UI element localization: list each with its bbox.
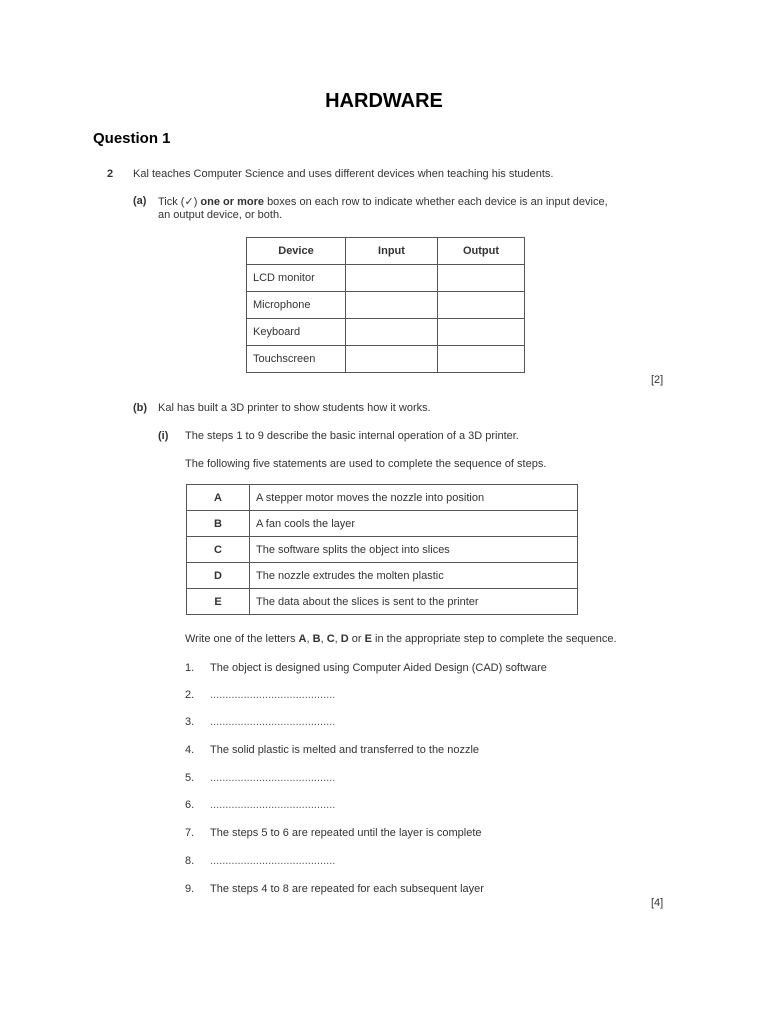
- device-table: [246, 237, 525, 373]
- statement-letter: A: [187, 485, 250, 511]
- instruction-pre: Write one of the letters: [185, 633, 296, 645]
- step-answer-line[interactable]: .........................................: [210, 799, 336, 811]
- header-device: Device: [247, 238, 346, 265]
- part-a-instruction-bold: one or more: [200, 196, 264, 208]
- device-name: Keyboard: [247, 319, 346, 346]
- step-number: 5.: [185, 772, 195, 784]
- step-number: 9.: [185, 883, 195, 895]
- input-tick-box[interactable]: [346, 265, 438, 292]
- step-number: 1.: [185, 662, 195, 674]
- statement-text: A fan cools the layer: [250, 511, 578, 537]
- step-number: 6.: [185, 799, 195, 811]
- part-b-sub-label: (i): [158, 430, 169, 442]
- step-number: 3.: [185, 716, 195, 728]
- output-tick-box[interactable]: [438, 292, 525, 319]
- statements-intro: The following five statements are used to complete the sequence of steps.: [185, 458, 547, 470]
- instruction-or: or: [351, 633, 362, 645]
- table-row: [247, 319, 525, 346]
- step-answer-line[interactable]: .........................................: [210, 772, 336, 784]
- input-tick-box[interactable]: [346, 292, 438, 319]
- output-tick-box[interactable]: [438, 319, 525, 346]
- instruction-post: in the appropriate step to complete the sequence.: [375, 633, 617, 645]
- instruction-letter-a: A: [298, 633, 307, 645]
- output-tick-box[interactable]: [438, 346, 525, 373]
- table-row: [187, 589, 578, 615]
- instruction-letter-d: D: [340, 633, 349, 645]
- output-tick-box[interactable]: [438, 265, 525, 292]
- statement-text: The nozzle extrudes the molten plastic: [250, 563, 578, 589]
- table-row: [247, 292, 525, 319]
- part-a-instruction-post: boxes on each row to indicate whether each device is an input device,: [267, 196, 608, 208]
- question-heading: Question 1: [93, 130, 171, 147]
- step-number: 7.: [185, 827, 195, 839]
- part-b-intro: Kal has built a 3D printer to show students how it works.: [158, 402, 431, 414]
- step-answer-line[interactable]: .........................................: [210, 855, 336, 867]
- table-row: [187, 485, 578, 511]
- statement-letter: D: [187, 563, 250, 589]
- step-text: The steps 5 to 6 are repeated until the layer is complete: [210, 827, 482, 839]
- step-number: 2.: [185, 689, 195, 701]
- part-a-label: (a): [133, 195, 147, 207]
- instruction-letter-e: E: [364, 633, 372, 645]
- table-row: [247, 265, 525, 292]
- page-title: HARDWARE: [325, 90, 443, 112]
- header-output: Output: [438, 238, 525, 265]
- step-text: The object is designed using Computer Aided Design (CAD) software: [210, 662, 547, 674]
- statement-text: The data about the slices is sent to the printer: [250, 589, 578, 615]
- statement-letter: C: [187, 537, 250, 563]
- question-intro: Kal teaches Computer Science and uses different devices when teaching his students.: [133, 168, 554, 180]
- statement-text: A stepper motor moves the nozzle into position: [250, 485, 578, 511]
- part-a-instruction: [158, 195, 608, 208]
- step-number: 8.: [185, 855, 195, 867]
- input-tick-box[interactable]: [346, 319, 438, 346]
- table-row: [187, 563, 578, 589]
- header-input: Input: [346, 238, 438, 265]
- device-table-header: [247, 238, 525, 265]
- step-text: The solid plastic is melted and transferred to the nozzle: [210, 744, 480, 756]
- table-row: [187, 511, 578, 537]
- statement-letter: B: [187, 511, 250, 537]
- step-answer-line[interactable]: .........................................: [210, 689, 336, 701]
- sequence-instruction: Write one of the letters A, B, C, D or E in the appropriate step to complete the sequence.: [185, 633, 617, 645]
- device-name: Microphone: [247, 292, 346, 319]
- statement-letter: E: [187, 589, 250, 615]
- part-b-marks: [4]: [651, 897, 664, 909]
- statement-text: The software splits the object into slices: [250, 537, 578, 563]
- instruction-letter-b: B: [312, 633, 321, 645]
- device-name: LCD monitor: [247, 265, 346, 292]
- question-number: 2: [107, 168, 114, 180]
- device-name: Touchscreen: [247, 346, 346, 373]
- input-tick-box[interactable]: [346, 346, 438, 373]
- part-b-sub-intro: The steps 1 to 9 describe the basic internal operation of a 3D printer.: [185, 430, 519, 442]
- step-answer-line[interactable]: .........................................: [210, 716, 336, 728]
- table-row: [187, 537, 578, 563]
- step-text: The steps 4 to 8 are repeated for each subsequent layer: [210, 883, 484, 895]
- table-row: [247, 346, 525, 373]
- statements-table: [186, 484, 578, 615]
- part-a-marks: [2]: [651, 374, 664, 386]
- part-a-instruction-line2: an output device, or both.: [158, 209, 283, 221]
- instruction-letter-c: C: [326, 633, 335, 645]
- part-b-label: (b): [133, 402, 148, 414]
- step-number: 4.: [185, 744, 195, 756]
- part-a-instruction-pre: Tick (✓): [158, 196, 198, 208]
